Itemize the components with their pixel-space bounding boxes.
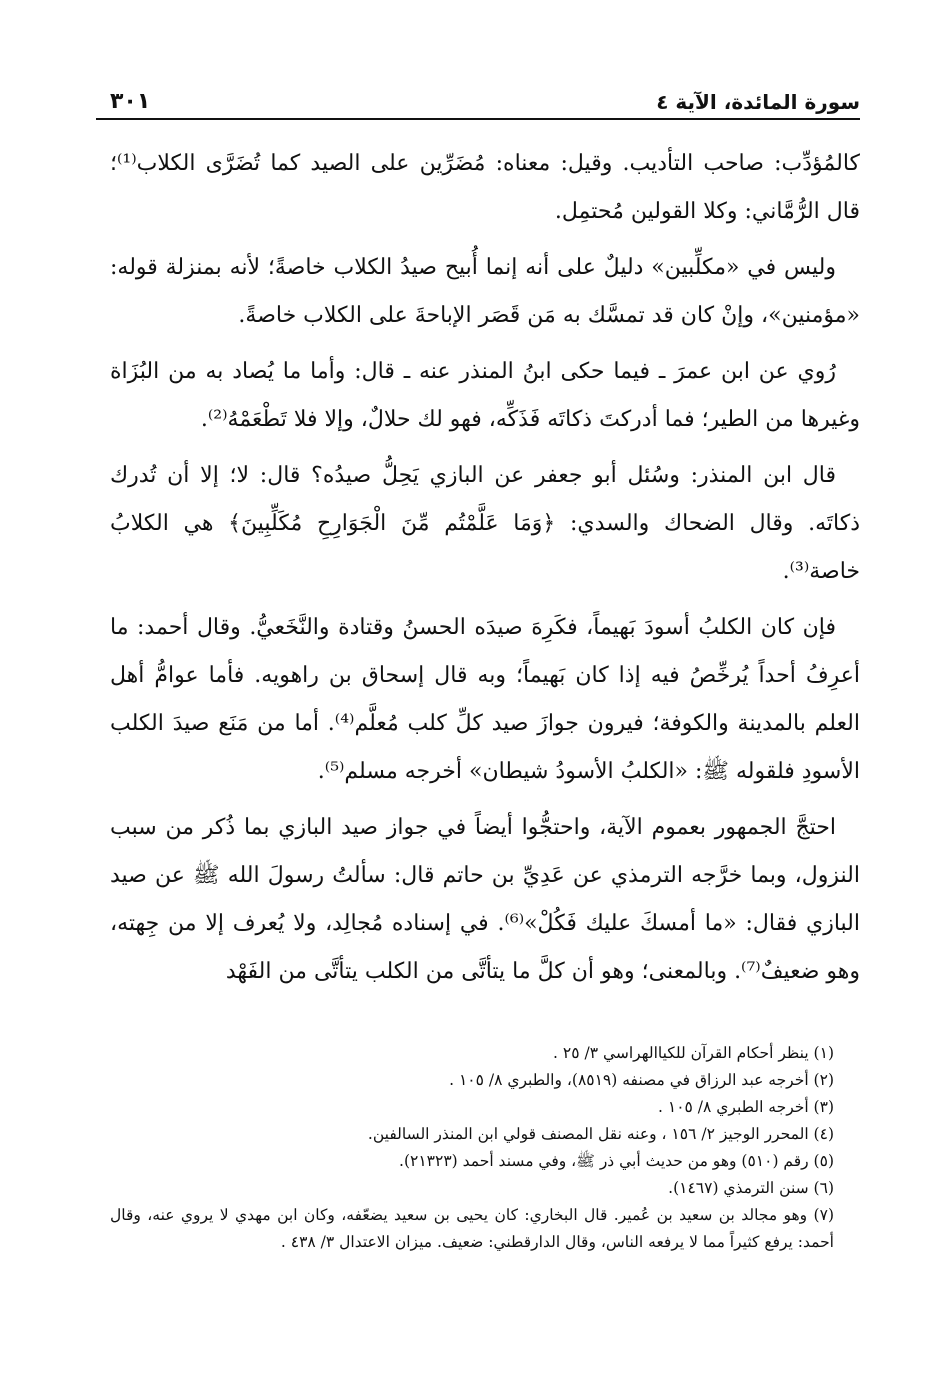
- footnote: (٤) المحرر الوجيز ٢/ ١٥٦ ، وعنه نقل المصنف قولي ابن المنذر السالفين.: [367, 1125, 834, 1143]
- paragraph: قال ابن المنذر: وسُئل أبو جعفر عن البازي يَحِلُّ صيدُه؟ قال: لا؛ إلا أن تُدرك ذكاتَه. وقال الضحاك والسدي: ﴿وَمَا عَلَّمْتُم مِّنَ الْجَوَارِحِ مُكَلِّبِينَ﴾ هي الكلابُ خاصة⁽³⁾.: [110, 463, 860, 584]
- footnote: (١) ينظر أحكام القرآن للكياالهراسي ٣/ ٢٥ .: [553, 1044, 834, 1062]
- paragraph: وليس في «مكلِّبين» دليلٌ على أنه إنما أُبيح صيدُ الكلاب خاصةً؛ لأنه بمنزلة قوله: «مؤمنين»، وإنْ كان قد تمسَّك به مَن قَصَر الإباحةَ على الكلاب خاصةً.: [110, 255, 860, 328]
- footnote: (٦) سنن الترمذي (١٤٦٧).: [668, 1179, 834, 1197]
- paragraph: رُوي عن ابن عمرَ ـ فيما حكى ابنُ المنذر عنه ـ قال: وأما ما يُصاد به من البُزَاة وغيرها من الطير؛ فما أدركتَ ذكاتَه فَذَكِّه، فهو لك حلالٌ، وإلا فلا تَطْعَمْهُ⁽²⁾.: [110, 359, 860, 432]
- book-page: [110, 70, 860, 1256]
- paragraph: كالمُؤدِّب: صاحب التأديب. وقيل: معناه: مُضَرِّين على الصيد كما تُضَرَّى الكلاب⁽¹⁾؛ قال الرُّمَّاني: وكلا القولين مُحتمِل.: [110, 151, 860, 224]
- paragraph: احتجَّ الجمهور بعموم الآية، واحتجُّوا أيضاً في جواز صيد البازي بما ذُكر من سبب النزول، وبما خرَّجه الترمذي عن عَدِيِّ بن حاتم قال: سألتُ رسولَ الله ﷺ عن صيد البازي فقال: «ما أمسكَ عليك فَكُلْ»⁽⁶⁾. في إسناده مُجالِد، ولا يُعرف إلا من جِهته، وهو ضعيفٌ⁽⁷⁾. وبالمعنى؛ وهو أن كلَّ ما يتأتَّى من الكلب يتأتَّى من الفَهْد: [110, 815, 860, 984]
- paragraph: فإن كان الكلبُ أسودَ بَهيماً، فكَرِهَ صيدَه الحسنُ وقتادة والنَّخَعيُّ. وقال أحمد: ما أعرِفُ أحداً يُرخِّصُ فيه إذا كان بَهيماً؛ وبه قال إسحاق بن راهويه. فأما عوامُّ أهل العلم بالمدينة والكوفة؛ فيرون جوازَ صيد كلِّ كلب مُعلَّم⁽⁴⁾. أما من مَنَع صيدَ الكلب الأسودِ فلقوله ﷺ: «الكلبُ الأسودُ شيطان» أخرجه مسلم⁽⁵⁾.: [110, 615, 861, 784]
- footnote: (٥) رقم (٥١٠) وهو من حديث أبي ذر ﷺ، وفي مسند أحمد (٢١٣٢٣).: [399, 1152, 834, 1170]
- page-number: ٣٠١: [110, 89, 151, 114]
- footnote: (٧) وهو مجالد بن سعيد بن عُمير. قال البخاري: كان يحيى بن سعيد يضعّفه، وكان ابن مهدي لا يروي عنه، وقال أحمد: يرفع كثيراً مما لا يرفعه الناس، وقال الدارقطني: ضعيف. ميزان الاعتدال ٣/ ٤٣٨ .: [110, 1206, 834, 1251]
- footnotes: [110, 1032, 860, 1256]
- footnote: (٢) أخرجه عبد الرزاق في مصنفه (٨٥١٩)، والطبري ٨/ ١٠٥ .: [449, 1071, 834, 1089]
- main-text: [110, 140, 860, 996]
- running-header: [96, 70, 860, 120]
- surah-title: سورة المائدة، الآية ٤: [656, 90, 860, 114]
- footnote: (٣) أخرجه الطبري ٨/ ١٠٥ .: [658, 1098, 834, 1116]
